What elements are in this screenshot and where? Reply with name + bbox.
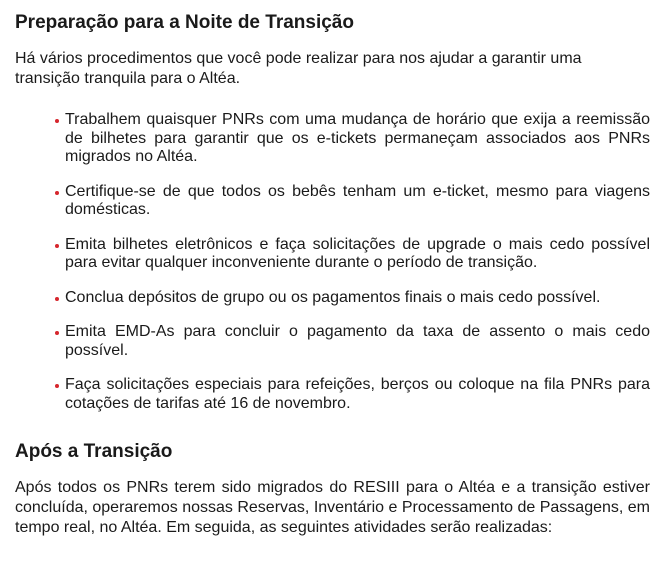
after-transition-paragraph: Após todos os PNRs terem sido migrados do RESIII para o Altéa e a transição estiver concluída, operaremos nossas Reservas, Inventário e Processamento de Passagens, em tempo real, no Altéa. Em seguida, as seguintes atividades serão realizadas:	[15, 479, 650, 536]
bullet-icon	[55, 331, 59, 335]
bullet-icon	[55, 244, 59, 248]
list-item	[55, 183, 650, 220]
list-item	[55, 236, 650, 273]
list-item-text: Conclua depósitos de grupo ou os pagamentos finais o mais cedo possível.	[65, 288, 601, 306]
list-item-text: Faça solicitações especiais para refeições, berços ou coloque na fila PNRs para cotações de tarifas até 16 de novembro.	[65, 376, 650, 412]
section-heading-preparation: Preparação para a Noite de Transição	[15, 12, 354, 33]
bullet-icon	[55, 119, 59, 123]
list-item	[55, 111, 650, 167]
list-item	[55, 323, 650, 360]
list-item	[55, 289, 650, 308]
bullet-icon	[55, 297, 59, 301]
list-item-text: Trabalhem quaisquer PNRs com uma mudança de horário que exija a reemissão de bilhetes para garantir que os e-tickets permaneçam associados aos PNRs migrados no Altéa.	[65, 111, 650, 165]
bullet-icon	[55, 384, 59, 388]
intro-paragraph: Há vários procedimentos que você pode realizar para nos ajudar a garantir uma transição tranquila para o Altéa.	[15, 50, 582, 87]
list-item	[55, 376, 650, 413]
list-item-text: Certifique-se de que todos os bebês tenham um e-ticket, mesmo para viagens domésticas.	[65, 182, 650, 218]
bullet-icon	[55, 191, 59, 195]
list-item-text: Emita EMD-As para concluir o pagamento da taxa de assento o mais cedo possível.	[65, 323, 650, 359]
list-item-text: Emita bilhetes eletrônicos e faça solicitações de upgrade o mais cedo possível para evitar qualquer inconveniente durante o período de transição.	[65, 235, 650, 271]
bullet-list	[55, 111, 650, 429]
section-heading-after-transition: Após a Transição	[15, 441, 173, 462]
